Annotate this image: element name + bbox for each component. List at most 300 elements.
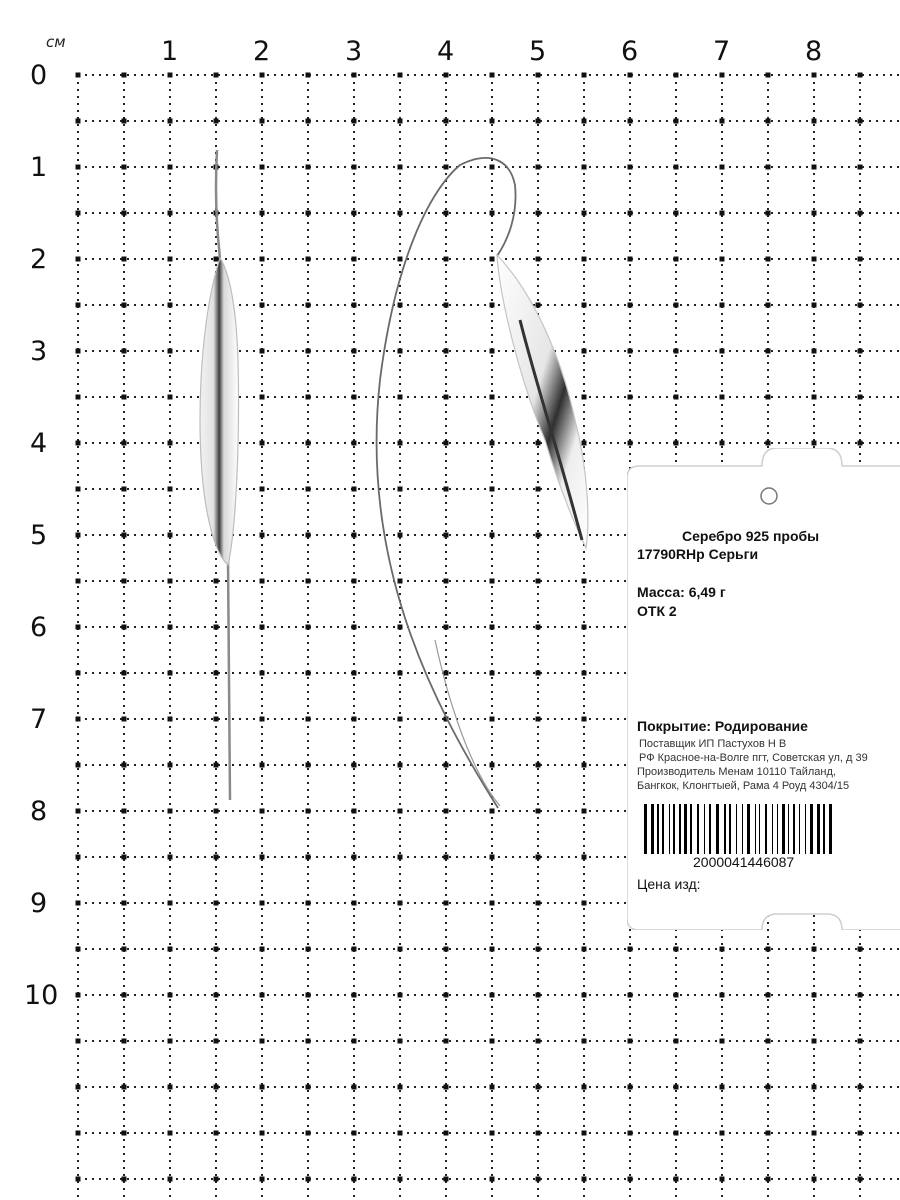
grid-node (858, 395, 863, 400)
grid-node (582, 395, 587, 400)
grid-node (582, 947, 587, 952)
y-axis-tick-label: 5 (30, 520, 48, 551)
grid-node (306, 533, 311, 538)
grid-node (122, 717, 127, 722)
grid-node (444, 257, 449, 262)
grid-node (398, 579, 403, 584)
grid-node (536, 119, 541, 124)
grid-node (766, 257, 771, 262)
grid-node (306, 211, 311, 216)
grid-node (122, 165, 127, 170)
grid-node (490, 993, 495, 998)
grid-node (260, 487, 265, 492)
grid-node (214, 1177, 219, 1182)
grid-node (352, 1131, 357, 1136)
grid-node (122, 1039, 127, 1044)
grid-node (352, 901, 357, 906)
grid-node (444, 119, 449, 124)
grid-node (306, 901, 311, 906)
grid-node (444, 671, 449, 676)
grid-node (812, 257, 817, 262)
grid-node (168, 947, 173, 952)
grid-node (352, 211, 357, 216)
barcode-bar (716, 804, 719, 854)
grid-node (536, 763, 541, 768)
grid-node (260, 395, 265, 400)
grid-node (536, 1177, 541, 1182)
grid-node (536, 855, 541, 860)
grid-node (582, 257, 587, 262)
grid-node (122, 303, 127, 308)
grid-node (260, 671, 265, 676)
grid-node (306, 625, 311, 630)
grid-node (76, 579, 81, 584)
barcode-bar (657, 804, 659, 854)
grid-node (168, 1085, 173, 1090)
grid-node (306, 809, 311, 814)
grid-node (76, 901, 81, 906)
grid-node (214, 73, 219, 78)
x-axis-tick-label: 1 (161, 36, 179, 67)
grid-node (674, 441, 679, 446)
grid-node (536, 809, 541, 814)
grid-node (398, 1039, 403, 1044)
grid-node (628, 1039, 633, 1044)
barcode-bar (793, 804, 795, 854)
grid-node (168, 855, 173, 860)
grid-node (214, 257, 219, 262)
grid-node (352, 855, 357, 860)
grid-node (122, 211, 127, 216)
grid-node (628, 441, 633, 446)
grid-node (352, 625, 357, 630)
grid-node (306, 717, 311, 722)
grid-node (260, 625, 265, 630)
grid-node (260, 1131, 265, 1136)
grid-node (582, 809, 587, 814)
grid-node (674, 1177, 679, 1182)
grid-node (536, 257, 541, 262)
y-axis-tick-label: 1 (30, 152, 48, 183)
barcode-bar (823, 804, 825, 854)
grid-node (720, 165, 725, 170)
grid-node (76, 211, 81, 216)
x-axis-tick-label: 8 (805, 36, 823, 67)
grid-node (306, 1039, 311, 1044)
grid-node (398, 947, 403, 952)
grid-node (398, 855, 403, 860)
grid-node (674, 395, 679, 400)
grid-node (582, 1039, 587, 1044)
grid-node (398, 165, 403, 170)
grid-node (214, 625, 219, 630)
grid-node (720, 349, 725, 354)
grid-node (582, 1131, 587, 1136)
grid-node (582, 579, 587, 584)
grid-node (490, 947, 495, 952)
grid-node (76, 855, 81, 860)
grid-node (122, 947, 127, 952)
grid-node (168, 763, 173, 768)
grid-node (582, 303, 587, 308)
barcode-bar (742, 804, 743, 854)
barcode-bar (829, 804, 832, 854)
grid-node (76, 717, 81, 722)
grid-node (628, 1131, 633, 1136)
grid-node (214, 855, 219, 860)
product-tag (627, 448, 900, 930)
y-axis-tick-label: 7 (30, 704, 48, 735)
grid-node (398, 763, 403, 768)
barcode-bar (736, 804, 737, 854)
grid-node (766, 119, 771, 124)
grid-node (444, 533, 449, 538)
grid-node (398, 671, 403, 676)
grid-node (858, 211, 863, 216)
grid-node (536, 1131, 541, 1136)
grid-node (260, 165, 265, 170)
grid-node (490, 349, 495, 354)
grid-node (76, 119, 81, 124)
grid-node (168, 119, 173, 124)
barcode-bar (709, 804, 711, 854)
grid-node (398, 211, 403, 216)
grid-node (674, 947, 679, 952)
tag-supplier-line: Поставщик ИП Пастухов Н В (639, 738, 787, 750)
grid-node (812, 395, 817, 400)
grid-node (76, 303, 81, 308)
grid-node (444, 395, 449, 400)
grid-node (582, 73, 587, 78)
tag-barcode-number: 2000041446087 (693, 854, 795, 870)
grid-node (306, 1177, 311, 1182)
grid-node (536, 947, 541, 952)
grid-node (76, 671, 81, 676)
grid-node (536, 993, 541, 998)
grid-node (76, 395, 81, 400)
grid-node (76, 73, 81, 78)
grid-node (168, 671, 173, 676)
grid-node (444, 487, 449, 492)
grid-node (766, 165, 771, 170)
grid-node (398, 487, 403, 492)
grid-node (398, 1085, 403, 1090)
grid-node (168, 717, 173, 722)
grid-node (536, 579, 541, 584)
grid-node (490, 717, 495, 722)
grid-node (122, 901, 127, 906)
grid-node (490, 1085, 495, 1090)
grid-node (260, 257, 265, 262)
grid-node (582, 901, 587, 906)
grid-node (214, 1085, 219, 1090)
grid-node (168, 487, 173, 492)
grid-node (352, 533, 357, 538)
barcode-bar (810, 804, 813, 854)
x-axis-tick-label: 5 (529, 36, 547, 67)
grid-node (260, 579, 265, 584)
grid-node (352, 487, 357, 492)
grid-node (536, 1039, 541, 1044)
grid-node (306, 303, 311, 308)
tag-weight: Масса: 6,49 г (637, 584, 726, 600)
grid-node (720, 73, 725, 78)
grid-node (490, 119, 495, 124)
grid-node (76, 1039, 81, 1044)
grid-node (444, 993, 449, 998)
grid-node (168, 1177, 173, 1182)
grid-node (674, 993, 679, 998)
grid-node (674, 303, 679, 308)
grid-node (628, 395, 633, 400)
barcode-bar (673, 804, 675, 854)
barcode-bar (772, 804, 773, 854)
grid-node (168, 165, 173, 170)
grid-node (214, 1131, 219, 1136)
grid-node (720, 1131, 725, 1136)
grid-node (398, 809, 403, 814)
grid-node (260, 993, 265, 998)
grid-node (352, 717, 357, 722)
grid-node (674, 119, 679, 124)
grid-node (490, 809, 495, 814)
grid-node (490, 1131, 495, 1136)
grid-node (812, 947, 817, 952)
barcode-bar (747, 804, 750, 854)
grid-node (352, 1085, 357, 1090)
grid-node (122, 395, 127, 400)
grid-node (260, 947, 265, 952)
grid-node (582, 763, 587, 768)
grid-node (674, 1085, 679, 1090)
grid-node (352, 303, 357, 308)
grid-node (76, 441, 81, 446)
y-axis-tick-label: 2 (30, 244, 48, 275)
grid-node (260, 533, 265, 538)
grid-node (812, 993, 817, 998)
grid-node (490, 1039, 495, 1044)
tag-supplier-line: Производитель Менам 10110 Тайланд, (637, 766, 836, 778)
grid-node (858, 441, 863, 446)
barcode-bar (704, 804, 705, 854)
grid-node (260, 119, 265, 124)
barcode-bar (729, 804, 731, 854)
grid-node (766, 1131, 771, 1136)
y-axis-tick-label: 6 (30, 612, 48, 643)
x-axis-tick-label: 2 (253, 36, 271, 67)
grid-node (444, 73, 449, 78)
y-axis-tick-label: 10 (24, 980, 59, 1011)
grid-node (168, 349, 173, 354)
tag-coating: Покрытие: Родирование (637, 718, 808, 734)
grid-node (76, 257, 81, 262)
grid-node (76, 809, 81, 814)
grid-node (352, 165, 357, 170)
grid-node (490, 257, 495, 262)
grid-node (536, 165, 541, 170)
barcode-bar (690, 804, 692, 854)
grid-node (582, 349, 587, 354)
grid-node (122, 993, 127, 998)
grid-node (490, 625, 495, 630)
grid-node (720, 947, 725, 952)
grid-node (444, 809, 449, 814)
grid-node (628, 211, 633, 216)
grid-node (122, 579, 127, 584)
grid-node (444, 1131, 449, 1136)
y-axis-tick-label: 8 (30, 796, 48, 827)
grid-node (168, 533, 173, 538)
grid-node (582, 441, 587, 446)
grid-node (674, 349, 679, 354)
grid-node (76, 763, 81, 768)
grid-node (628, 119, 633, 124)
grid-node (582, 1085, 587, 1090)
grid-node (214, 717, 219, 722)
grid-node (766, 303, 771, 308)
grid-node (490, 855, 495, 860)
grid-node (306, 671, 311, 676)
grid-node (490, 533, 495, 538)
grid-node (444, 625, 449, 630)
grid-node (812, 349, 817, 354)
grid-node (582, 625, 587, 630)
grid-node (444, 165, 449, 170)
grid-node (766, 947, 771, 952)
unit-label: см (46, 33, 66, 51)
tag-hole-icon (761, 488, 777, 504)
barcode (640, 804, 860, 854)
grid-node (766, 395, 771, 400)
grid-node (352, 257, 357, 262)
barcode-bar (788, 804, 789, 854)
grid-node (398, 901, 403, 906)
grid-node (536, 901, 541, 906)
grid-node (398, 717, 403, 722)
grid-node (260, 1177, 265, 1182)
grid-node (260, 717, 265, 722)
tag-article: 17790RHp Серьги (637, 546, 759, 562)
grid-node (306, 349, 311, 354)
grid-node (214, 119, 219, 124)
grid-node (306, 395, 311, 400)
grid-node (122, 1177, 127, 1182)
grid-node (490, 395, 495, 400)
grid-node (352, 671, 357, 676)
barcode-bar (765, 804, 767, 854)
grid-node (352, 947, 357, 952)
barcode-bar (805, 804, 806, 854)
grid-node (490, 165, 495, 170)
grid-node (122, 257, 127, 262)
tag-supplier-line: РФ Красное-на-Волге пгт, Советская ул, д 39 (639, 752, 868, 764)
grid-node (582, 855, 587, 860)
grid-node (628, 303, 633, 308)
grid-node (858, 1177, 863, 1182)
grid-node (76, 1131, 81, 1136)
grid-node (76, 165, 81, 170)
grid-node (168, 901, 173, 906)
grid-node (674, 73, 679, 78)
grid-node (858, 165, 863, 170)
grid-node (122, 625, 127, 630)
tag-qc: ОТК 2 (637, 603, 677, 619)
grid-node (352, 809, 357, 814)
grid-node (260, 349, 265, 354)
tag-price-label: Цена изд: (637, 876, 701, 892)
grid-node (122, 763, 127, 768)
grid-node (766, 349, 771, 354)
grid-node (168, 211, 173, 216)
grid-node (352, 763, 357, 768)
grid-node (260, 211, 265, 216)
earring-front-view (200, 150, 239, 800)
grid-node (628, 73, 633, 78)
grid-node (720, 395, 725, 400)
grid-node (812, 441, 817, 446)
barcode-bar (777, 804, 778, 854)
x-axis-tick-label: 3 (345, 36, 363, 67)
grid-node (168, 993, 173, 998)
grid-node (766, 993, 771, 998)
grid-node (168, 579, 173, 584)
grid-node (812, 73, 817, 78)
barcode-bar (644, 804, 647, 854)
grid-node (582, 993, 587, 998)
barcode-bar (651, 804, 654, 854)
grid-node (812, 211, 817, 216)
grid-node (122, 533, 127, 538)
grid-node (306, 487, 311, 492)
grid-node (306, 947, 311, 952)
grid-node (122, 119, 127, 124)
barcode-bar (817, 804, 820, 854)
grid-node (76, 487, 81, 492)
barcode-bar (799, 804, 800, 854)
grid-node (214, 579, 219, 584)
grid-node (444, 901, 449, 906)
grid-node (444, 579, 449, 584)
grid-node (352, 1177, 357, 1182)
barcode-bar (684, 804, 687, 854)
grid-node (168, 303, 173, 308)
grid-node (352, 395, 357, 400)
x-axis-tick-label: 4 (437, 36, 455, 67)
grid-node (766, 1039, 771, 1044)
grid-node (720, 257, 725, 262)
grid-node (352, 1039, 357, 1044)
grid-node (444, 1177, 449, 1182)
grid-node (260, 1039, 265, 1044)
grid-node (766, 73, 771, 78)
grid-node (490, 441, 495, 446)
grid-node (398, 1131, 403, 1136)
grid-node (674, 1039, 679, 1044)
grid-node (536, 671, 541, 676)
grid-node (490, 73, 495, 78)
grid-node (398, 1177, 403, 1182)
grid-node (720, 441, 725, 446)
grid-node (214, 901, 219, 906)
grid-node (122, 1131, 127, 1136)
grid-node (76, 349, 81, 354)
grid-node (260, 901, 265, 906)
grid-node (766, 1177, 771, 1182)
barcode-bar (724, 804, 726, 854)
y-axis-tick-label: 0 (30, 60, 48, 91)
grid-node (306, 165, 311, 170)
grid-node (168, 73, 173, 78)
